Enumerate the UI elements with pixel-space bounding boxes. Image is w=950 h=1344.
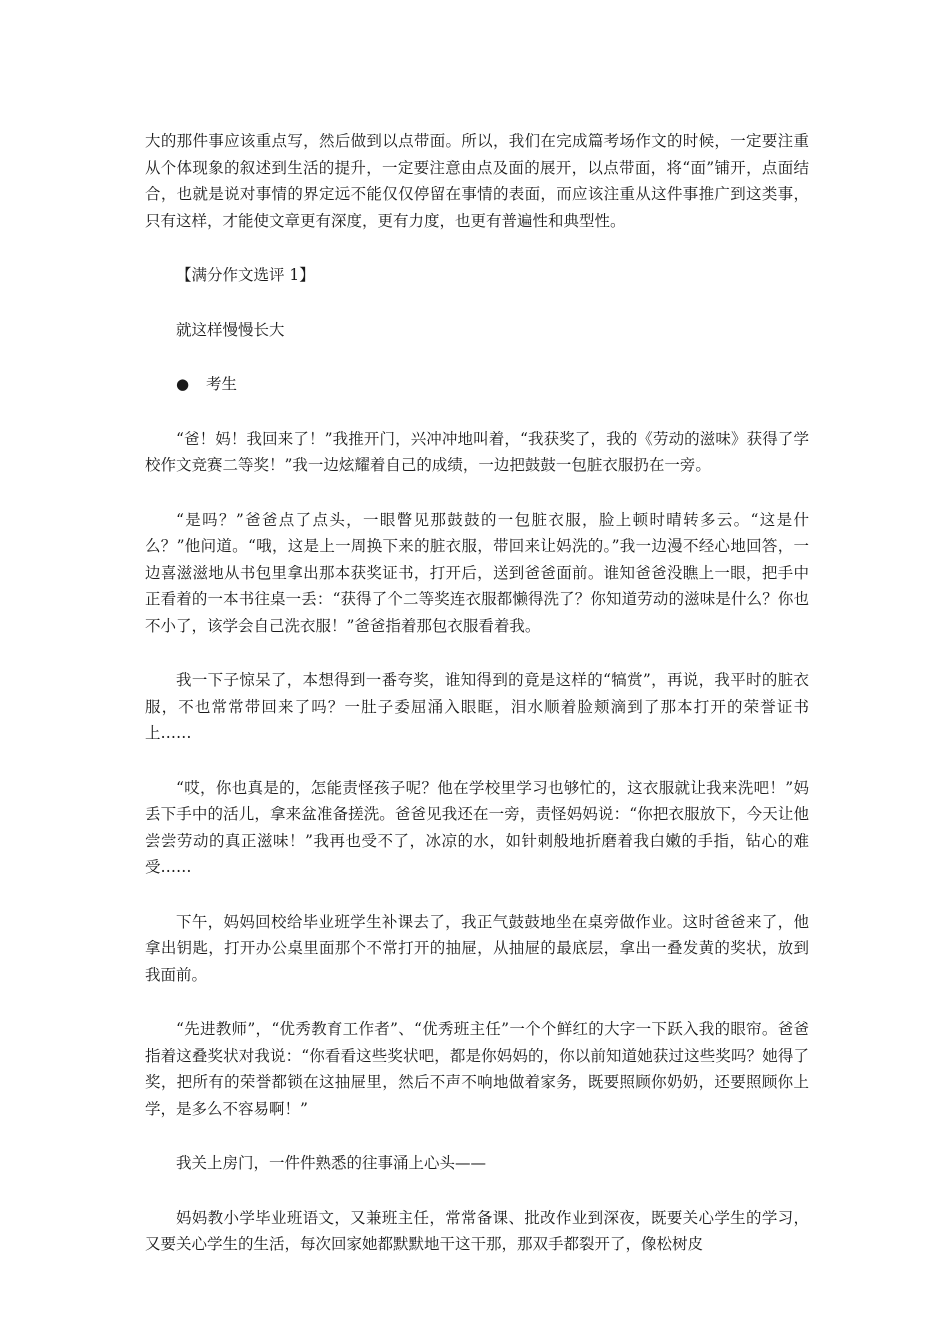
body-paragraph: “先进教师”，“优秀教育工作者”、“优秀班主任”一个个鲜红的大字一下跃入我的眼帘。爸爸指着这叠奖状对我说：“你看看这些奖状吧，都是你妈妈的，你以前知道她获过这些奖吗？她得了奖，把所有的荣誉都锁在这抽屉里，然后不声不响地做着家务，既要照顾你奶奶，还要照顾你上学，是多么不容易啊！” — [145, 1020, 809, 1118]
document-page — [145, 128, 809, 1286]
body-paragraph: “是吗？”爸爸点了点头，一眼瞥见那鼓鼓的一包脏衣服，脸上顿时晴转多云。“这是什么？”他问道。“哦，这是上一周换下来的脏衣服，带回来让妈洗的。”我一边漫不经心地回答，一边喜滋滋地从书包里拿出那本获奖证书，打开后，送到爸爸面前。谁知爸爸没瞧上一眼，把手中正看着的一本书往桌一丢：“获得了个二等奖连衣服都懒得洗了？你知道劳动的滋味是什么？你也不小了，该学会自己洗衣服！”爸爸指着那包衣服看着我。 — [145, 510, 809, 635]
section-heading: 【满分作文选评 1】 — [176, 266, 315, 284]
essay-title: 就这样慢慢长大 — [176, 320, 285, 339]
body-paragraph: 妈妈教小学毕业班语文，又兼班主任，常常备课、批改作业到深夜，既要关心学生的学习，又要关心学生的生活，每次回家她都默默地干这干那，那双手都裂开了，像松树皮 — [145, 1208, 809, 1253]
author-line — [145, 371, 809, 398]
body-paragraph: “哎，你也真是的，怎能责怪孩子呢？他在学校里学习也够忙的，这衣服就让我来洗吧！”妈丢下手中的活儿，拿来盆准备搓洗。爸爸见我还在一旁，责怪妈妈说：“你把衣服放下，今天让他尝尝劳动的真正滋味！”我再也受不了，冰凉的水，如针刺般地折磨着我白嫩的手指，钻心的难受…… — [145, 778, 809, 876]
author-label: 考生 — [206, 375, 238, 393]
bullet-icon: ● — [176, 375, 190, 393]
body-paragraph: 下午，妈妈回校给毕业班学生补课去了，我正气鼓鼓地坐在桌旁做作业。这时爸爸来了，他拿出钥匙，打开办公桌里面那个不常打开的抽屉，从抽屉的最底层，拿出一叠发黄的奖状，放到我面前。 — [145, 912, 809, 984]
body-paragraph: 我一下子惊呆了，本想得到一番夸奖，谁知得到的竟是这样的“犒赏”，再说，我平时的脏衣服，不也常常带回来了吗？一肚子委屈涌入眼眶，泪水顺着脸颊滴到了那本打开的荣誉证书上…… — [145, 671, 809, 742]
intro-paragraph: 大的那件事应该重点写，然后做到以点带面。所以，我们在完成篇考场作文的时候，一定要注重从个体现象的叙述到生活的提升，一定要注意由点及面的展开，以点带面，将“面”铺开，点面结合，也就是说对事情的界定远不能仅仅停留在事情的表面，而应该注重从这件事推广到这类事，只有这样，才能使文章更有深度，更有力度，也更有普遍性和典型性。 — [145, 132, 809, 230]
body-paragraph: “爸！妈！我回来了！”我推开门，兴冲冲地叫着，“我获奖了，我的《劳动的滋味》获得了学校作文竞赛二等奖！”我一边炫耀着自己的成绩，一边把鼓鼓一包脏衣服扔在一旁。 — [145, 429, 809, 474]
body-paragraph: 我关上房门，一件件熟悉的往事涌上心头—— — [176, 1154, 487, 1172]
